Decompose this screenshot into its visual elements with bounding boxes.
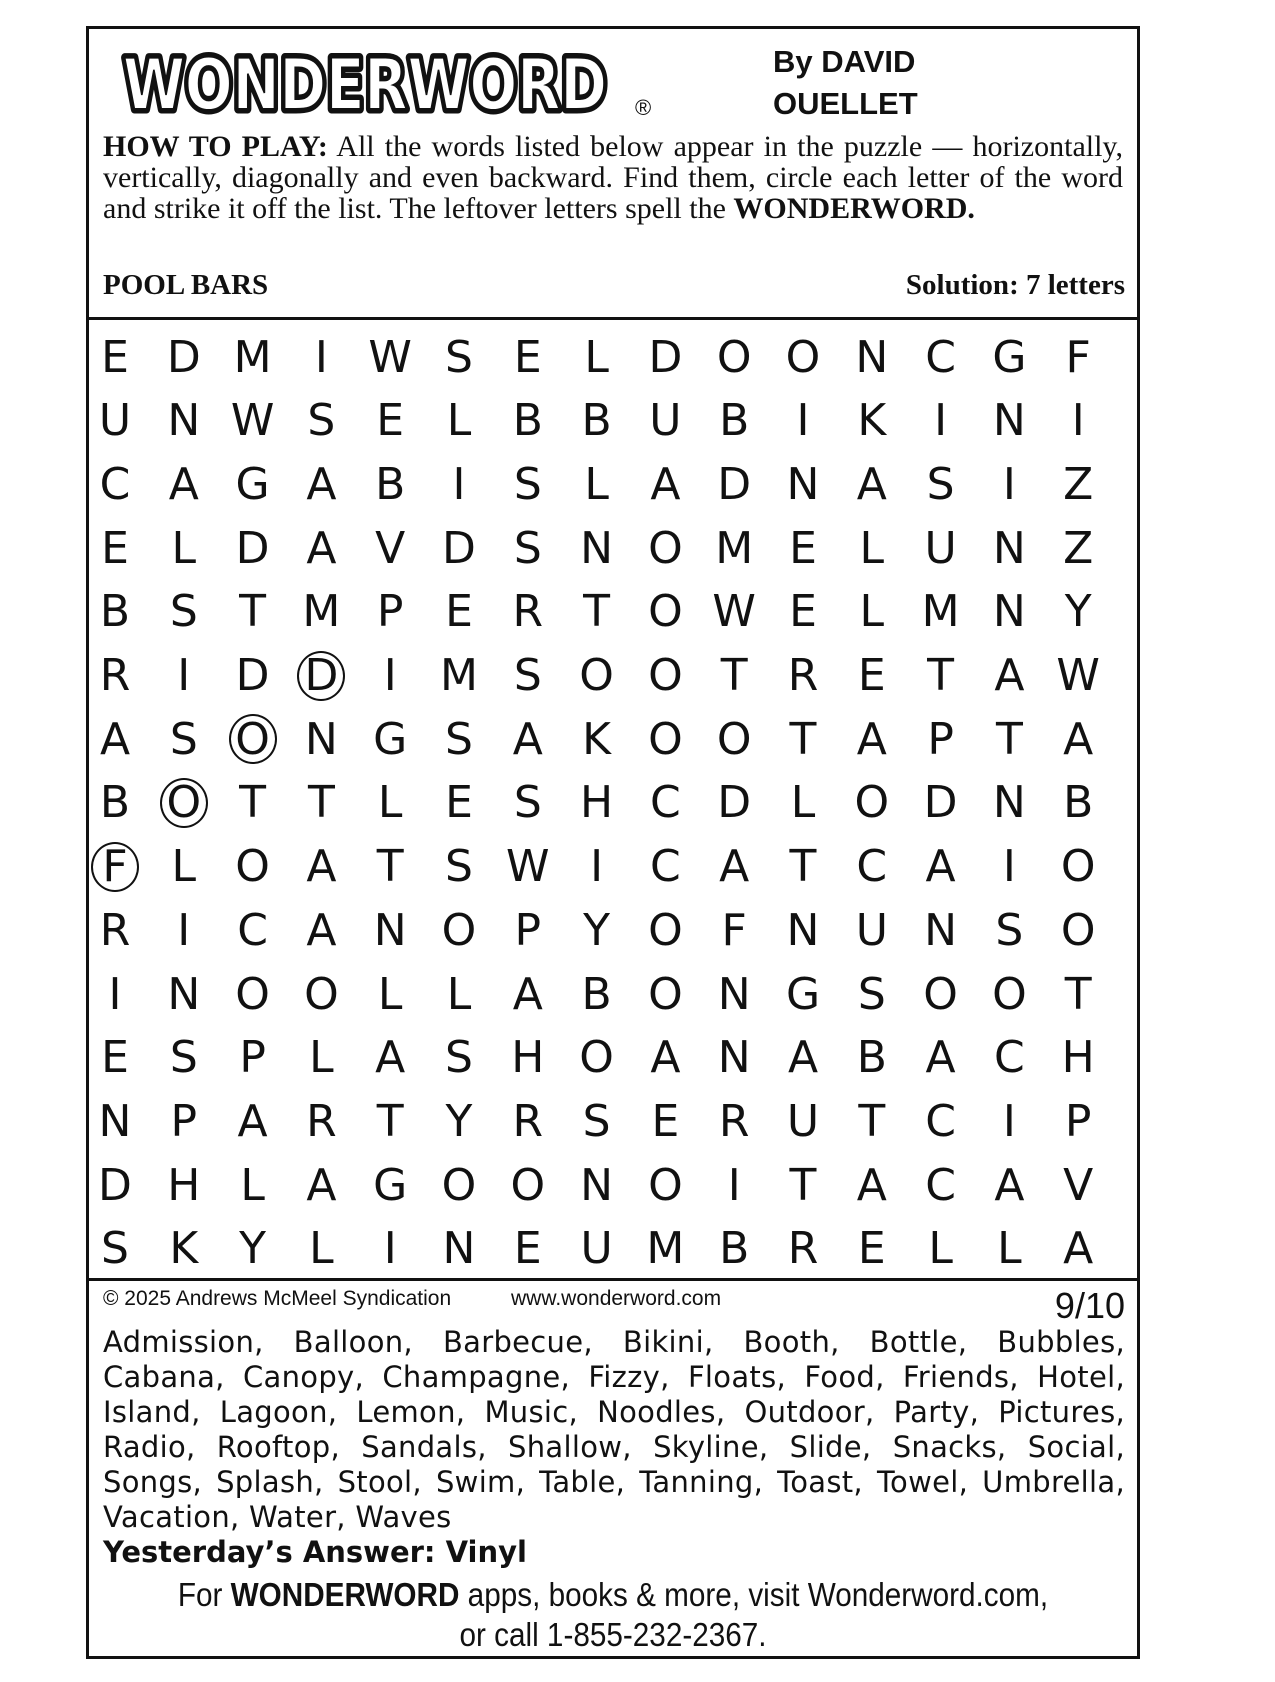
grid-letter[interactable]: T bbox=[995, 713, 1023, 765]
grid-letter[interactable]: M bbox=[302, 586, 341, 638]
promo-brand: WONDERWORD bbox=[230, 1576, 460, 1613]
grid-letter[interactable]: D bbox=[717, 458, 752, 510]
grid-letter[interactable]: Z bbox=[1063, 458, 1094, 510]
grid-letter[interactable]: M bbox=[233, 331, 272, 383]
grid-letter[interactable]: O bbox=[992, 968, 1027, 1020]
grid-letter[interactable]: K bbox=[857, 395, 887, 447]
grid-letter[interactable]: R bbox=[99, 904, 131, 956]
grid-letter[interactable]: A bbox=[650, 458, 681, 510]
grid-letter[interactable]: T bbox=[583, 586, 611, 638]
grid-letter[interactable]: S bbox=[169, 713, 198, 765]
grid-letter[interactable]: E bbox=[857, 1223, 886, 1275]
grid-letter[interactable]: N bbox=[855, 331, 889, 383]
grid-letter[interactable]: A bbox=[512, 968, 543, 1020]
grid-letter[interactable]: N bbox=[304, 713, 338, 765]
byline-line-2: OUELLET bbox=[773, 86, 918, 121]
byline-line-1: By DAVID bbox=[773, 44, 916, 79]
grid-letter[interactable]: L bbox=[309, 1223, 334, 1275]
grid-letter[interactable]: O bbox=[785, 331, 821, 383]
how-to-play-instructions bbox=[103, 131, 1123, 224]
grid-letter[interactable]: R bbox=[718, 1095, 750, 1147]
grid-letter[interactable]: O bbox=[648, 650, 683, 701]
grid-letter[interactable]: B bbox=[856, 1032, 887, 1084]
grid-letter[interactable]: V bbox=[1063, 1159, 1094, 1211]
grid-letter[interactable]: O bbox=[1060, 904, 1096, 956]
grid-letter[interactable]: F bbox=[85, 837, 145, 897]
grid-letter[interactable]: O bbox=[716, 331, 752, 383]
promo-line-2: or call 1-855-232-2367. bbox=[459, 1616, 767, 1653]
word-list: Admission, Balloon, Barbecue, Bikini, Booth, Bottle, Bubbles, Cabana, Canopy, Champagne, Fizzy, Floats, Food, Friends, Hotel, Island, Lagoon, Lemon, Music, Noodles, Outdoor, Party, Pictures, Radio, Rooftop, Sandals, Shallow, Skyline, Slide, Snacks, Social, Songs, Splash, Stool, Swim, Table, Tanning, Toast, Towel, Umbrella, Vacation, Water, Waves bbox=[103, 1325, 1125, 1534]
grid-letter[interactable]: C bbox=[650, 777, 681, 829]
grid-letter[interactable]: L bbox=[584, 331, 609, 383]
grid-letter[interactable]: L bbox=[377, 968, 403, 1020]
grid-letter[interactable]: G bbox=[373, 1159, 408, 1211]
puzzle-date: 9/10 bbox=[1054, 1285, 1125, 1326]
grid-letter[interactable]: Y bbox=[239, 1223, 267, 1275]
grid-letter[interactable]: M bbox=[715, 522, 754, 574]
grid-letter[interactable]: O bbox=[579, 1032, 614, 1084]
grid-letter[interactable]: C bbox=[99, 458, 131, 510]
grid-letter[interactable]: S bbox=[445, 331, 473, 383]
grid-letter[interactable]: Y bbox=[445, 1095, 473, 1147]
grid-letter[interactable]: W bbox=[230, 395, 275, 447]
grid-letter[interactable]: B bbox=[1063, 777, 1094, 829]
grid-letter[interactable]: U bbox=[649, 395, 682, 447]
grid-letter[interactable]: E bbox=[789, 586, 817, 638]
grid-letter[interactable]: H bbox=[1061, 1032, 1095, 1084]
grid-letter[interactable]: W bbox=[368, 331, 412, 383]
grid-letter[interactable]: I bbox=[177, 650, 191, 701]
grid-letter[interactable]: C bbox=[994, 1032, 1025, 1084]
grid-letter[interactable]: G bbox=[235, 458, 270, 510]
grid-letter[interactable]: O bbox=[579, 650, 614, 701]
grid-letter[interactable]: A bbox=[306, 458, 337, 510]
promo-suffix: apps, books & more, visit Wonderword.com, bbox=[467, 1576, 1049, 1613]
grid-letter[interactable]: S bbox=[582, 1095, 611, 1147]
grid-letter[interactable]: U bbox=[580, 1223, 613, 1275]
grid-letter[interactable]: A bbox=[719, 841, 750, 893]
logo-text-outline: WONDERWORD bbox=[123, 44, 607, 126]
grid-letter[interactable]: I bbox=[934, 395, 948, 447]
promo-line-1 bbox=[141, 1575, 1084, 1615]
grid-letter[interactable]: R bbox=[99, 650, 131, 701]
grid-letter[interactable]: R bbox=[787, 650, 819, 701]
grid-letter[interactable]: S bbox=[926, 458, 955, 510]
grid-letter[interactable]: O bbox=[648, 904, 683, 956]
grid-letter[interactable]: I bbox=[1002, 458, 1016, 510]
grid-letter[interactable]: P bbox=[1064, 1095, 1092, 1147]
grid-letter[interactable]: O bbox=[648, 1159, 683, 1211]
grid-letter[interactable]: C bbox=[650, 841, 681, 893]
grid-letter[interactable]: G bbox=[373, 713, 408, 765]
grid-letter[interactable]: S bbox=[857, 968, 886, 1020]
grid-letter[interactable]: B bbox=[375, 458, 406, 510]
puzzle-frame bbox=[86, 26, 1140, 1659]
grid-letter[interactable]: Y bbox=[583, 904, 611, 956]
grid-letter[interactable]: W bbox=[1056, 650, 1100, 701]
grid-letter[interactable]: O bbox=[923, 968, 958, 1020]
grid-letter[interactable]: A bbox=[237, 1095, 268, 1147]
grid-letter[interactable]: A bbox=[856, 713, 887, 765]
grid-letter[interactable]: L bbox=[790, 777, 816, 829]
grid-letter[interactable]: M bbox=[646, 1223, 685, 1275]
grid-letter[interactable]: S bbox=[445, 841, 473, 893]
grid-letter[interactable]: D bbox=[717, 777, 752, 829]
grid-letter[interactable]: M bbox=[921, 586, 960, 638]
promo-text bbox=[141, 1575, 1084, 1655]
grid-letter[interactable]: C bbox=[925, 1095, 956, 1147]
grid-letter[interactable]: P bbox=[239, 1032, 266, 1084]
grid-letter[interactable]: I bbox=[727, 1159, 741, 1211]
grid-letter[interactable]: N bbox=[373, 904, 407, 956]
grid-letter[interactable]: C bbox=[925, 1159, 956, 1211]
grid-letter[interactable]: D bbox=[923, 777, 958, 829]
grid-letter[interactable]: R bbox=[306, 1095, 337, 1147]
grid-letter[interactable]: S bbox=[169, 1032, 198, 1084]
grid-letter[interactable]: T bbox=[927, 650, 955, 701]
grid-letter[interactable]: S bbox=[513, 458, 542, 510]
grid-letter[interactable]: E bbox=[101, 522, 129, 574]
grid-letter[interactable]: U bbox=[98, 395, 132, 447]
grid-letter[interactable]: I bbox=[383, 650, 397, 701]
grid-letter[interactable]: D bbox=[235, 650, 270, 701]
grid-letter[interactable]: Y bbox=[1064, 586, 1092, 638]
grid-letter[interactable]: O bbox=[235, 968, 270, 1020]
grid-letter[interactable]: D bbox=[235, 522, 270, 574]
grid-letter[interactable]: E bbox=[651, 1095, 680, 1147]
grid-letter[interactable]: I bbox=[177, 904, 191, 956]
grid-letter[interactable]: T bbox=[858, 1095, 886, 1147]
grid-letter[interactable]: L bbox=[997, 1223, 1022, 1275]
grid-letter[interactable]: A bbox=[650, 1032, 681, 1084]
grid-letter[interactable]: O bbox=[441, 904, 477, 956]
grid-letter[interactable]: A bbox=[99, 713, 131, 765]
grid-letter[interactable]: A bbox=[787, 1032, 819, 1084]
grid-letter[interactable]: A bbox=[306, 904, 337, 956]
grid-letter[interactable]: P bbox=[927, 713, 954, 765]
grid-letter[interactable]: C bbox=[237, 904, 268, 956]
grid-letter[interactable]: D bbox=[442, 522, 476, 574]
website-link[interactable]: www.wonderword.com bbox=[511, 1287, 722, 1310]
divider-bottom bbox=[89, 1278, 1137, 1281]
grid-letter[interactable]: D bbox=[648, 331, 683, 383]
copyright-notice: © 2025 Andrews McMeel Syndication bbox=[103, 1287, 452, 1310]
grid-letter[interactable]: L bbox=[584, 458, 609, 510]
grid-letter[interactable]: T bbox=[239, 586, 267, 638]
grid-letter[interactable]: A bbox=[994, 650, 1025, 701]
grid-letter[interactable]: N bbox=[717, 1032, 751, 1084]
promo-prefix: For bbox=[177, 1576, 223, 1613]
grid-letter[interactable]: E bbox=[101, 331, 129, 383]
logo-graphic bbox=[115, 37, 615, 127]
grid-letter[interactable]: L bbox=[171, 522, 197, 574]
grid-letter[interactable]: H bbox=[580, 777, 614, 829]
grid-letter[interactable]: R bbox=[787, 1223, 819, 1275]
grid-letter[interactable]: G bbox=[992, 331, 1027, 383]
grid-letter[interactable]: R bbox=[512, 586, 544, 638]
grid-letter[interactable]: N bbox=[442, 1223, 476, 1275]
grid-letter[interactable]: U bbox=[786, 1095, 820, 1147]
grid-letter[interactable]: H bbox=[167, 1159, 201, 1211]
grid-letter[interactable]: S bbox=[169, 586, 198, 638]
grid-letter[interactable]: L bbox=[859, 586, 885, 638]
grid-letter[interactable]: C bbox=[856, 841, 888, 893]
grid-letter[interactable]: T bbox=[789, 841, 817, 893]
grid-letter[interactable]: N bbox=[992, 777, 1026, 829]
grid-letter[interactable]: W bbox=[712, 586, 756, 638]
grid-letter[interactable]: U bbox=[855, 904, 888, 956]
grid-letter[interactable]: O bbox=[648, 713, 683, 765]
grid-letter[interactable]: E bbox=[376, 395, 405, 447]
grid-letter[interactable]: G bbox=[785, 968, 821, 1020]
grid-letter[interactable]: L bbox=[859, 522, 885, 574]
grid-letter[interactable]: O bbox=[235, 841, 270, 893]
grid-letter[interactable]: B bbox=[512, 395, 543, 447]
grid-letter[interactable]: I bbox=[1002, 841, 1016, 893]
grid-letter[interactable]: A bbox=[856, 458, 887, 510]
yesterdays-answer: Yesterday’s Answer: Vinyl bbox=[103, 1535, 527, 1569]
grid-letter[interactable]: P bbox=[514, 904, 542, 956]
grid-letter[interactable]: S bbox=[513, 522, 542, 574]
grid-letter[interactable]: N bbox=[167, 968, 201, 1020]
grid-letter[interactable]: N bbox=[992, 522, 1026, 574]
grid-letter[interactable]: N bbox=[98, 1095, 132, 1147]
grid-letter[interactable]: S bbox=[445, 713, 473, 765]
registered-mark: ® bbox=[635, 95, 652, 120]
grid-letter[interactable]: E bbox=[513, 1223, 542, 1275]
grid-letter[interactable]: L bbox=[928, 1223, 953, 1275]
grid-letter[interactable]: S bbox=[513, 650, 542, 701]
grid-letter[interactable]: B bbox=[719, 1223, 750, 1275]
grid-letter[interactable]: I bbox=[383, 1223, 397, 1275]
grid-letter[interactable]: L bbox=[309, 1032, 334, 1084]
grid-letter[interactable]: F bbox=[1065, 331, 1091, 383]
grid-letter[interactable]: N bbox=[786, 904, 820, 956]
grid-letter[interactable]: A bbox=[512, 713, 543, 765]
grid-letter[interactable]: I bbox=[796, 395, 810, 447]
grid-letter[interactable]: M bbox=[440, 650, 478, 701]
grid-letter[interactable]: I bbox=[314, 331, 328, 383]
grid-letter[interactable]: E bbox=[101, 1032, 129, 1084]
grid-letter[interactable]: L bbox=[377, 777, 403, 829]
grid-letter[interactable]: B bbox=[719, 395, 750, 447]
logo-text-fill: WONDERWORD bbox=[123, 44, 607, 126]
grid-letter[interactable]: S bbox=[101, 1223, 129, 1275]
grid-letter[interactable]: A bbox=[856, 1159, 887, 1211]
how-to-play-body: All the words listed below appear in the puzzle — horizontally, vertically, diagonally and even backward. Find them, circle each letter of the word and strike it off the list. The leftover letters spell the bbox=[103, 130, 1123, 225]
grid-letter[interactable]: I bbox=[1002, 1095, 1016, 1147]
grid-letter[interactable]: O bbox=[648, 522, 683, 574]
grid-letter[interactable]: N bbox=[167, 395, 201, 447]
grid-letter[interactable]: Z bbox=[1063, 522, 1094, 574]
grid-letter[interactable]: A bbox=[306, 522, 337, 574]
grid-letter[interactable]: D bbox=[291, 646, 351, 706]
grid-letter[interactable]: L bbox=[240, 1159, 265, 1211]
grid-letter[interactable]: B bbox=[581, 395, 612, 447]
grid-letter[interactable]: N bbox=[580, 1159, 614, 1211]
grid-letter[interactable]: H bbox=[511, 1032, 545, 1084]
grid-letter[interactable]: A bbox=[994, 1159, 1025, 1211]
grid-letter[interactable]: I bbox=[452, 458, 466, 510]
grid-letter[interactable]: E bbox=[857, 650, 886, 701]
grid-letter[interactable]: N bbox=[717, 968, 751, 1020]
grid-letter[interactable]: T bbox=[376, 841, 404, 893]
grid-letter[interactable]: A bbox=[306, 1159, 337, 1211]
grid-letter[interactable]: N bbox=[992, 395, 1026, 447]
grid-letter[interactable]: O bbox=[854, 777, 890, 829]
grid-letter[interactable]: I bbox=[1071, 395, 1085, 447]
grid-letter[interactable]: T bbox=[239, 777, 267, 829]
grid-letter[interactable]: U bbox=[924, 522, 957, 574]
grid-letter[interactable]: B bbox=[99, 586, 131, 638]
grid-letter[interactable]: L bbox=[446, 395, 472, 447]
grid-letter[interactable]: S bbox=[307, 395, 336, 447]
letter-grid bbox=[89, 320, 1137, 1278]
wonderword-logo bbox=[115, 37, 615, 127]
grid-letter[interactable]: T bbox=[307, 777, 335, 829]
grid-letter[interactable]: A bbox=[168, 458, 199, 510]
grid-letter[interactable]: O bbox=[648, 968, 683, 1020]
grid-letter[interactable]: D bbox=[166, 331, 201, 383]
grid-letter[interactable]: O bbox=[716, 713, 752, 765]
grid-letter[interactable]: O bbox=[510, 1159, 546, 1211]
grid-letter[interactable]: E bbox=[445, 586, 473, 638]
grid-letter[interactable]: T bbox=[720, 650, 748, 701]
grid-letter[interactable]: E bbox=[513, 331, 542, 383]
grid-letter[interactable]: A bbox=[1063, 1223, 1094, 1275]
grid-letter[interactable]: F bbox=[721, 904, 747, 956]
grid-letter[interactable]: A bbox=[925, 841, 956, 893]
grid-letter[interactable]: C bbox=[925, 331, 956, 383]
grid-letter[interactable]: A bbox=[306, 841, 337, 893]
grid-letter[interactable]: W bbox=[506, 841, 550, 893]
grid-letter[interactable]: O bbox=[223, 709, 283, 769]
grid-letter[interactable]: O bbox=[154, 773, 214, 833]
grid-letter[interactable]: O bbox=[1060, 841, 1096, 893]
puzzle-theme: POOL BARS bbox=[103, 269, 269, 301]
grid-letter[interactable]: B bbox=[581, 968, 612, 1020]
grid-letter[interactable]: A bbox=[925, 1032, 956, 1084]
how-to-play-label: HOW TO PLAY: bbox=[103, 130, 328, 163]
grid-letter[interactable]: E bbox=[445, 777, 473, 829]
grid-letter[interactable]: K bbox=[582, 713, 612, 765]
grid-letter[interactable]: I bbox=[108, 968, 122, 1020]
grid-letter[interactable]: T bbox=[789, 713, 817, 765]
grid-letter[interactable]: N bbox=[924, 904, 958, 956]
grid-letter[interactable]: T bbox=[789, 1159, 817, 1211]
grid-letter[interactable]: I bbox=[590, 841, 604, 893]
grid-letter[interactable]: S bbox=[995, 904, 1024, 956]
grid-letter[interactable]: V bbox=[375, 522, 406, 574]
grid-letter[interactable]: N bbox=[992, 586, 1026, 638]
grid-letter[interactable]: K bbox=[169, 1223, 199, 1275]
grid-letter[interactable]: B bbox=[99, 777, 131, 829]
grid-letter[interactable]: P bbox=[170, 1095, 198, 1147]
grid-letter[interactable]: P bbox=[376, 586, 404, 638]
grid-letter[interactable]: N bbox=[786, 458, 820, 510]
grid-letter[interactable]: R bbox=[512, 1095, 544, 1147]
grid-letter[interactable]: S bbox=[445, 1032, 473, 1084]
grid-letter[interactable]: E bbox=[789, 522, 817, 574]
grid-letter[interactable]: O bbox=[304, 968, 339, 1020]
grid-letter[interactable]: T bbox=[376, 1095, 404, 1147]
how-to-play-tail: WONDERWORD. bbox=[733, 192, 975, 225]
grid-letter[interactable]: A bbox=[375, 1032, 406, 1084]
grid-letter[interactable]: N bbox=[580, 522, 614, 574]
grid-letter[interactable]: L bbox=[446, 968, 472, 1020]
author-byline bbox=[773, 41, 918, 125]
grid-letter[interactable]: S bbox=[513, 777, 542, 829]
grid-letter[interactable]: O bbox=[648, 586, 683, 638]
grid-letter[interactable]: T bbox=[1064, 968, 1092, 1020]
grid-letter[interactable]: A bbox=[1063, 713, 1094, 765]
grid-letter[interactable]: D bbox=[98, 1159, 132, 1211]
grid-letter[interactable]: O bbox=[441, 1159, 477, 1211]
grid-letter[interactable]: L bbox=[171, 841, 197, 893]
solution-length: Solution: 7 letters bbox=[905, 269, 1125, 301]
